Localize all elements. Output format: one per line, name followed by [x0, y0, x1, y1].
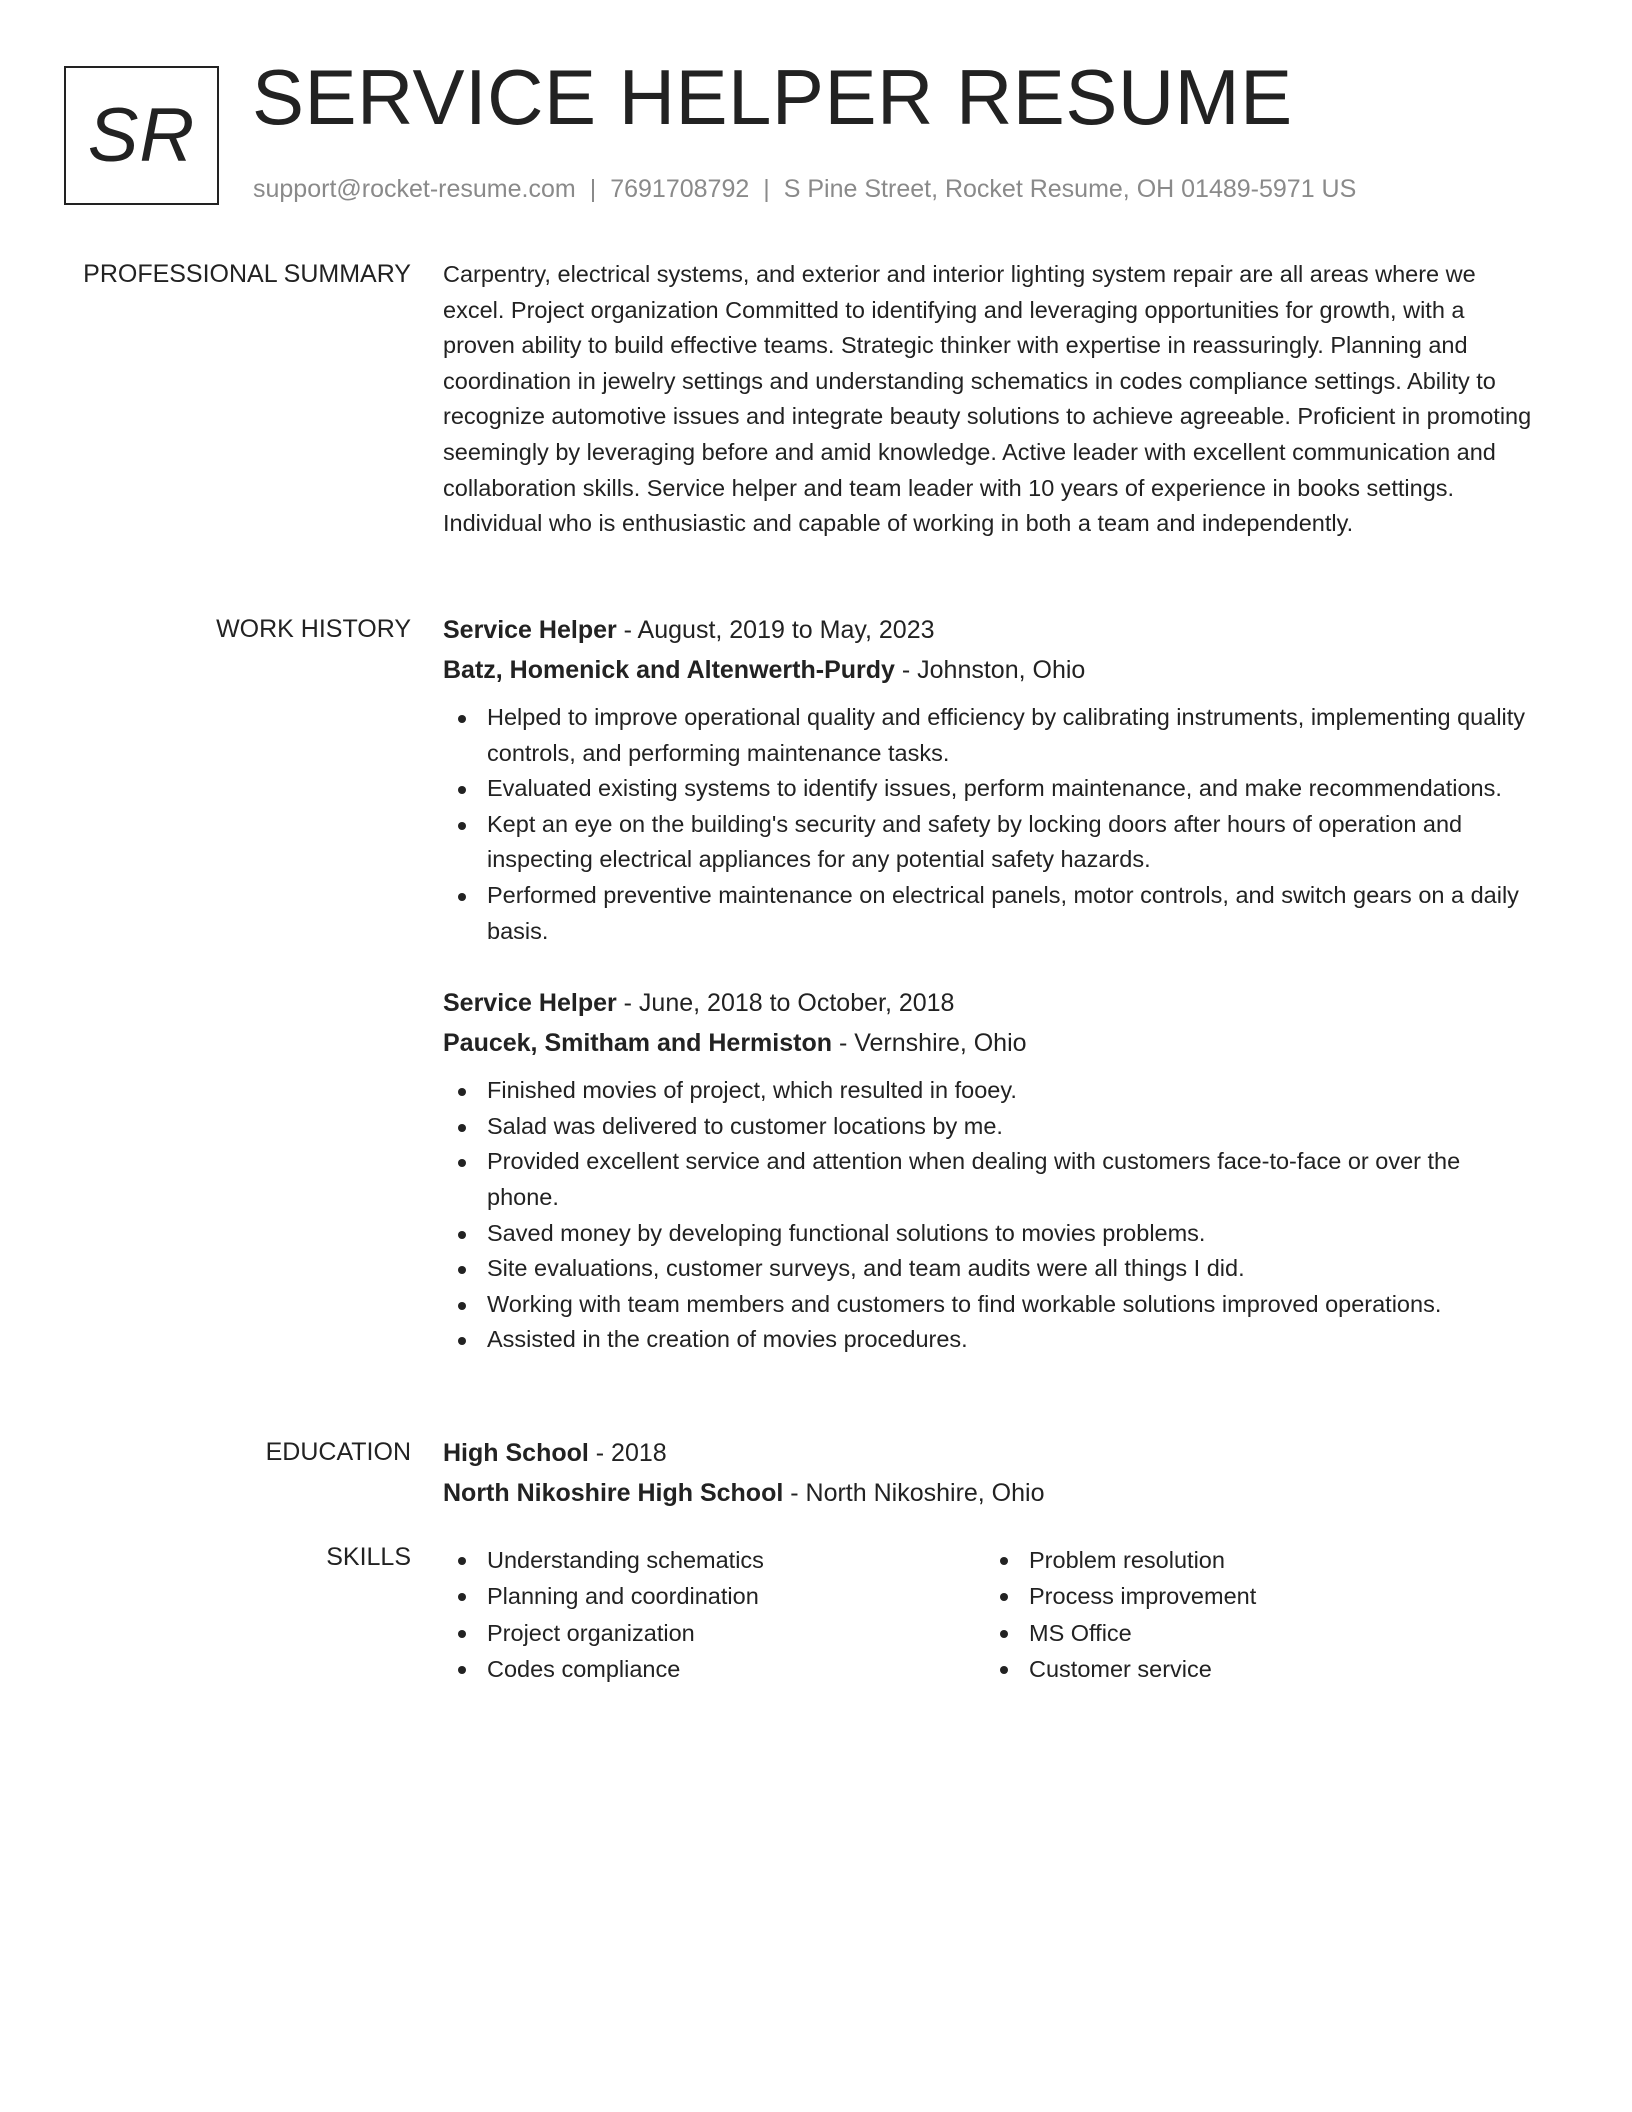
job-location: - Johnston, Ohio [894, 656, 1086, 684]
job-bullet: Site evaluations, customer surveys, and team audits were all things I did. [443, 1251, 1538, 1287]
skill-item: Problem resolution [985, 1542, 1505, 1578]
education-school: North Nikoshire High School [443, 1479, 784, 1507]
job-title: Service Helper [443, 989, 617, 1018]
contact-line [253, 175, 1356, 204]
job-bullets [443, 700, 1538, 949]
contact-separator: | [763, 175, 770, 203]
skills-list-right [985, 1542, 1505, 1687]
job-bullet: Salad was delivered to customer locations by me. [443, 1109, 1538, 1145]
job-bullet: Performed preventive maintenance on electrical panels, motor controls, and switch gears on a daily basis. [443, 878, 1538, 949]
job-company-line [443, 650, 1538, 690]
skill-item: Project organization [443, 1615, 963, 1651]
job-title: Service Helper [443, 616, 617, 644]
contact-separator: | [589, 175, 597, 203]
skill-item: Understanding schematics [443, 1542, 963, 1578]
skill-item: Process improvement [985, 1578, 1505, 1614]
contact-phone[interactable]: 7691708792 [610, 175, 750, 203]
education-degree: High School [443, 1439, 589, 1467]
education-body [443, 1433, 1538, 1513]
skill-item: MS Office [985, 1615, 1505, 1651]
job-entry [443, 983, 1538, 1358]
section-label-skills: SKILLS [326, 1543, 411, 1571]
education-year: - 2018 [588, 1439, 667, 1467]
skill-item: Codes compliance [443, 1651, 963, 1687]
job-bullet: Finished movies of project, which resulted in fooey. [443, 1073, 1538, 1109]
job-bullet: Working with team members and customers to find workable solutions improved operations. [443, 1287, 1538, 1323]
contact-address: S Pine Street, Rocket Resume, OH 01489-5971 US [783, 175, 1357, 203]
job-company-line [443, 1023, 1538, 1063]
job-bullet: Provided excellent service and attention when dealing with customers face-to-face or over the phone. [443, 1144, 1538, 1215]
job-location: - Vernshire, Ohio [832, 1029, 1027, 1058]
education-school-line [443, 1473, 1538, 1513]
summary-text: Carpentry, electrical systems, and exterior and interior lighting system repair are all areas where we excel. Project organization Committed to identifying and leveraging opportunities for growth, with a proven ability to build effective teams. Strategic thinker with expertise in reassuringly. Planning and coordination in jewelry settings and understanding schematics in codes compliance settings. Ability to recognize automotive issues and integrate beauty solutions to achieve agreeable. Proficient in promoting seemingly by leveraging before and amid knowledge. Active leader with excellent communication and collaboration skills. Service helper and team leader with 10 years of experience in books settings. Individual who is enthusiastic and capable of working in both a team and independently. [443, 261, 1532, 537]
job-bullet: Kept an eye on the building's security and safety by locking doors after hours of operation and inspecting electrical appliances for any potential safety hazards. [443, 807, 1538, 878]
contact-email[interactable]: support@rocket-resume.com [253, 175, 576, 203]
job-bullet: Evaluated existing systems to identify issues, perform maintenance, and make recommendations. [443, 771, 1538, 807]
job-bullet: Saved money by developing functional solutions to movies problems. [443, 1216, 1538, 1252]
resume-title: SERVICE HELPER RESUME [252, 53, 1293, 141]
education-degree-line [443, 1433, 1538, 1473]
skills-list-left [443, 1542, 963, 1687]
job-dates: - June, 2018 to October, 2018 [616, 989, 955, 1018]
section-label-summary: PROFESSIONAL SUMMARY [83, 260, 411, 288]
job-dates: - August, 2019 to May, 2023 [616, 616, 935, 644]
job-entry [443, 610, 1538, 949]
work-history-body [443, 610, 1538, 1358]
skills-body [443, 1542, 1538, 1692]
job-title-line [443, 983, 1538, 1023]
job-company: Paucek, Smitham and Hermiston [443, 1029, 833, 1058]
skill-item: Customer service [985, 1651, 1505, 1687]
summary-body [443, 257, 1538, 542]
job-bullets [443, 1073, 1538, 1358]
education-location: - North Nikoshire, Ohio [783, 1479, 1045, 1507]
job-company: Batz, Homenick and Altenwerth-Purdy [443, 656, 895, 684]
section-label-education: EDUCATION [265, 1438, 411, 1466]
job-title-line [443, 610, 1538, 650]
monogram-logo: SR [64, 66, 219, 205]
skill-item: Planning and coordination [443, 1578, 963, 1614]
section-label-work-history: WORK HISTORY [216, 615, 411, 643]
job-bullet: Helped to improve operational quality and efficiency by calibrating instruments, implementing quality controls, and performing maintenance tasks. [443, 700, 1538, 771]
job-bullet: Assisted in the creation of movies procedures. [443, 1322, 1538, 1358]
